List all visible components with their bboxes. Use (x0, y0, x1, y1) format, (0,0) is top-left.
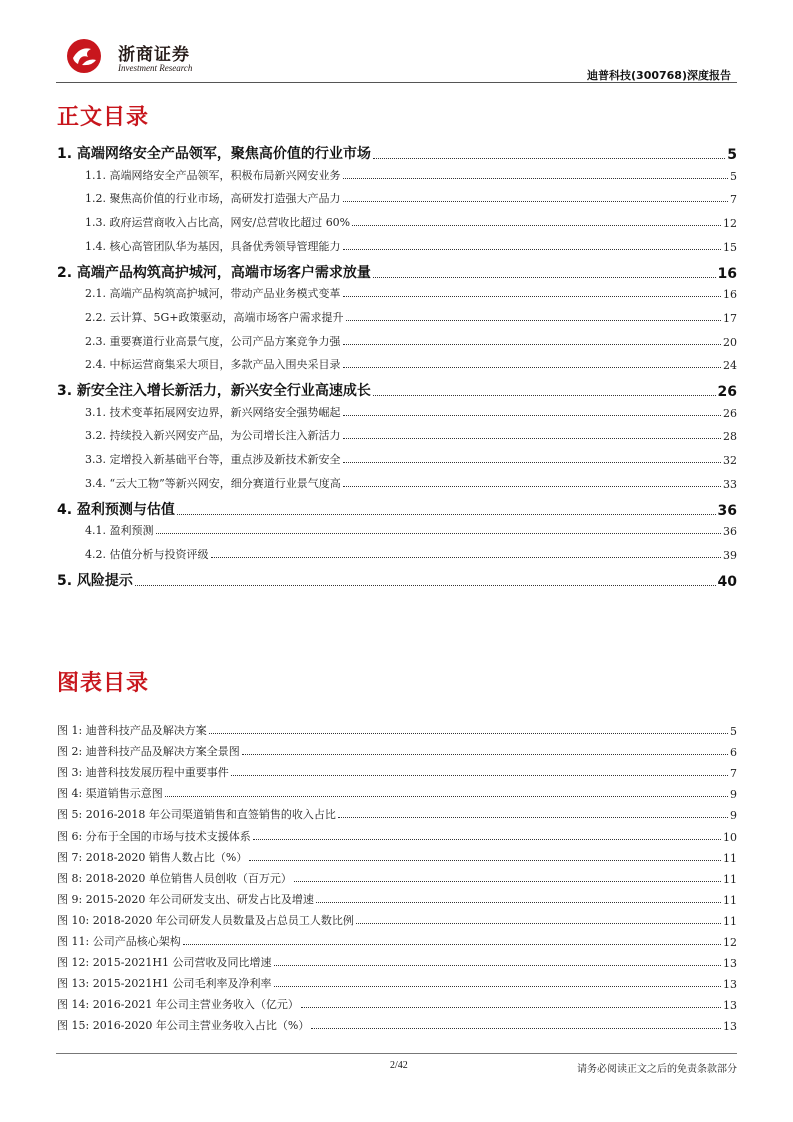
toc-section-entry[interactable] (57, 309, 737, 325)
entry-label: 5. 风险提示 (57, 572, 133, 589)
footer-divider (56, 1053, 737, 1054)
figures-section-title: 图表目录 (57, 671, 150, 696)
entry-label: 图 9: 2015-2020 年公司研发支出、研发占比及增速 (57, 892, 314, 906)
entry-label: 3.1. 技术变革拓展网安边界，新兴网络安全强势崛起 (85, 405, 341, 419)
toc-section-entry[interactable] (57, 190, 737, 206)
entry-label: 1.3. 政府运营商收入占比高，网安/总营收比超过 60% (85, 216, 351, 230)
figure-entry[interactable] (57, 891, 737, 907)
entry-page-number: 9 (730, 809, 737, 823)
dot-leader (135, 585, 716, 586)
entry-page-number: 6 (730, 746, 737, 760)
dot-leader (373, 277, 716, 278)
entry-page-number: 20 (723, 335, 737, 349)
dot-leader (274, 986, 722, 987)
dot-leader (343, 462, 722, 463)
figure-entry[interactable] (57, 828, 737, 844)
toc-section-entry[interactable] (57, 238, 737, 254)
entry-page-number: 13 (723, 1020, 737, 1034)
entry-label: 1.1. 高端网络安全产品领军，积极布局新兴网安业务 (85, 168, 341, 182)
entry-page-number: 17 (723, 311, 737, 325)
dot-leader (343, 296, 722, 297)
toc-section-entry[interactable] (57, 546, 737, 562)
toc-section-entry[interactable] (57, 285, 737, 301)
dot-leader (165, 796, 728, 797)
toc-section-entry[interactable] (57, 167, 737, 183)
dot-leader (209, 733, 728, 734)
dot-leader (156, 533, 722, 534)
entry-page-number: 7 (730, 193, 737, 207)
entry-page-number: 12 (723, 217, 737, 231)
dot-leader (373, 158, 725, 159)
entry-page-number: 13 (723, 957, 737, 971)
dot-leader (373, 395, 716, 396)
toc-section-entry[interactable] (57, 214, 737, 230)
dot-leader (316, 902, 721, 903)
company-logo-icon (64, 38, 104, 74)
figure-entry[interactable] (57, 806, 737, 822)
entry-label: 图 5: 2016-2018 年公司渠道销售和直签销售的收入占比 (57, 808, 336, 822)
dot-leader (231, 775, 728, 776)
toc-section-entry[interactable] (57, 404, 737, 420)
entry-page-number: 36 (717, 502, 737, 519)
entry-label: 2.2. 云计算、5G+政策驱动，高端市场客户需求提升 (85, 310, 344, 324)
figure-entry[interactable] (57, 975, 737, 991)
entry-page-number: 36 (723, 525, 737, 539)
entry-label: 图 12: 2015-2021H1 公司营收及同比增速 (57, 956, 272, 970)
dot-leader (352, 225, 721, 226)
brand-name-cn: 浙商证券 (118, 45, 190, 65)
dot-leader (346, 320, 722, 321)
dot-leader (343, 201, 729, 202)
entry-page-number: 15 (723, 240, 737, 254)
entry-page-number: 11 (723, 872, 737, 886)
dot-leader (343, 344, 722, 345)
toc-section-entry[interactable] (57, 451, 737, 467)
entry-page-number: 33 (723, 477, 737, 491)
entry-label: 图 2: 迪普科技产品及解决方案全景图 (57, 745, 240, 759)
dot-leader (356, 923, 721, 924)
toc-section-title: 正文目录 (57, 105, 150, 130)
figure-entry[interactable] (57, 849, 737, 865)
toc-section-entry[interactable] (57, 427, 737, 443)
entry-page-number: 9 (730, 788, 737, 802)
entry-page-number: 13 (723, 978, 737, 992)
entry-label: 图 1: 迪普科技产品及解决方案 (57, 724, 207, 737)
dot-leader (249, 860, 721, 861)
toc-chapter-entry[interactable] (57, 499, 737, 519)
report-title: 迪普科技(300768)深度报告 (587, 69, 731, 82)
entry-label: 图 14: 2016-2021 年公司主营业务收入（亿元） (57, 998, 299, 1012)
brand-name-en: Investment Research (118, 63, 193, 73)
dot-leader (177, 514, 716, 515)
dot-leader (338, 817, 728, 818)
toc-chapter-entry[interactable] (57, 380, 737, 400)
toc-chapter-entry[interactable] (57, 570, 737, 590)
toc-chapter-entry[interactable] (57, 143, 737, 163)
figure-entry[interactable] (57, 912, 737, 928)
entry-label: 4. 盈利预测与估值 (57, 501, 175, 518)
entry-page-number: 5 (727, 147, 737, 163)
entry-page-number: 11 (723, 851, 737, 865)
entry-page-number: 40 (717, 573, 737, 590)
header-divider (56, 82, 737, 83)
entry-page-number: 11 (723, 893, 737, 907)
dot-leader (301, 1007, 721, 1008)
entry-label: 图 15: 2016-2020 年公司主营业务收入占比（%） (57, 1019, 310, 1033)
entry-label: 图 13: 2015-2021H1 公司毛利率及净利率 (57, 977, 272, 991)
figure-entry[interactable] (57, 933, 737, 949)
dot-leader (343, 249, 722, 250)
toc-section-entry[interactable] (57, 475, 737, 491)
figure-entry[interactable] (57, 1017, 737, 1033)
toc-section-entry[interactable] (57, 522, 737, 538)
entry-label: 1.2. 聚焦高价值的行业市场，高研发打造强大产品力 (85, 192, 341, 206)
entry-page-number: 28 (723, 430, 737, 444)
entry-label: 3.3. 定增投入新基础平台等，重点涉及新技术新安全 (85, 453, 341, 467)
entry-label: 图 8: 2018-2020 单位销售人员创收（百万元） (57, 871, 292, 885)
entry-label: 2.1. 高端产品构筑高护城河，带动产品业务模式变革 (85, 287, 341, 301)
entry-page-number: 32 (723, 454, 737, 468)
entry-page-number: 16 (723, 288, 737, 302)
entry-label: 3.2. 持续投入新兴网安产品，为公司增长注入新活力 (85, 429, 341, 443)
figure-entry[interactable] (57, 722, 737, 738)
figure-entry[interactable] (57, 870, 737, 886)
entry-page-number: 11 (723, 914, 737, 928)
entry-page-number: 5 (730, 169, 737, 183)
dot-leader (242, 754, 728, 755)
entry-page-number: 39 (723, 548, 737, 562)
dot-leader (311, 1028, 721, 1029)
dot-leader (183, 944, 721, 945)
entry-page-number: 24 (723, 359, 737, 373)
dot-leader (343, 178, 729, 179)
page-header (56, 30, 737, 82)
entry-label: 3. 新安全注入增长新活力，新兴安全行业高速成长 (57, 383, 371, 399)
figure-entry[interactable] (57, 743, 737, 759)
entry-label: 1. 高端网络安全产品领军，聚焦高价值的行业市场 (57, 146, 371, 162)
entry-label: 图 7: 2018-2020 销售人数占比（%） (57, 850, 248, 864)
entry-label: 2.3. 重要赛道行业高景气度，公司产品方案竞争力强 (85, 334, 341, 348)
disclaimer-text: 请务必阅读正文之后的免责条款部分 (577, 1064, 737, 1075)
entry-label: 图 6: 分布于全国的市场与技术支援体系 (57, 829, 251, 843)
entry-label: 图 10: 2018-2020 年公司研发人员数量及占总员工人数比例 (57, 913, 354, 927)
page-number: 2/42 (390, 1060, 408, 1071)
entry-label: 1.4. 核心高管团队华为基因，具备优秀领导管理能力 (85, 239, 341, 253)
entry-label: 3.4. “云大工物”等新兴网安，细分赛道行业景气度高 (85, 476, 341, 490)
entry-label: 图 3: 迪普科技发展历程中重要事件 (57, 766, 229, 780)
figure-entry[interactable] (57, 764, 737, 780)
entry-label: 图 4: 渠道销售示意图 (57, 787, 163, 801)
dot-leader (343, 367, 722, 368)
dot-leader (253, 839, 721, 840)
entry-page-number: 5 (730, 725, 737, 738)
figure-entry[interactable] (57, 785, 737, 801)
dot-leader (343, 438, 722, 439)
dot-leader (274, 965, 722, 966)
dot-leader (211, 557, 722, 558)
entry-label: 2. 高端产品构筑高护城河，高端市场客户需求放量 (57, 264, 371, 281)
figure-entry[interactable] (57, 996, 737, 1012)
entry-page-number: 7 (730, 767, 737, 781)
dot-leader (343, 415, 722, 416)
toc-section-entry[interactable] (57, 356, 737, 372)
entry-page-number: 13 (723, 999, 737, 1013)
entry-label: 图 11: 公司产品核心架构 (57, 935, 181, 948)
entry-page-number: 26 (723, 406, 737, 420)
figure-entry[interactable] (57, 954, 737, 970)
entry-page-number: 10 (723, 830, 737, 844)
entry-page-number: 16 (717, 265, 737, 282)
toc-section-entry[interactable] (57, 333, 737, 349)
entry-label: 2.4. 中标运营商集采大项目，多款产品入围央采目录 (85, 358, 341, 372)
entry-label: 4.2. 估值分析与投资评级 (85, 547, 209, 561)
dot-leader (294, 881, 721, 882)
entry-page-number: 26 (717, 384, 737, 400)
dot-leader (343, 486, 721, 487)
entry-label: 4.1. 盈利预测 (85, 524, 154, 538)
entry-page-number: 12 (723, 936, 737, 949)
toc-chapter-entry[interactable] (57, 262, 737, 282)
